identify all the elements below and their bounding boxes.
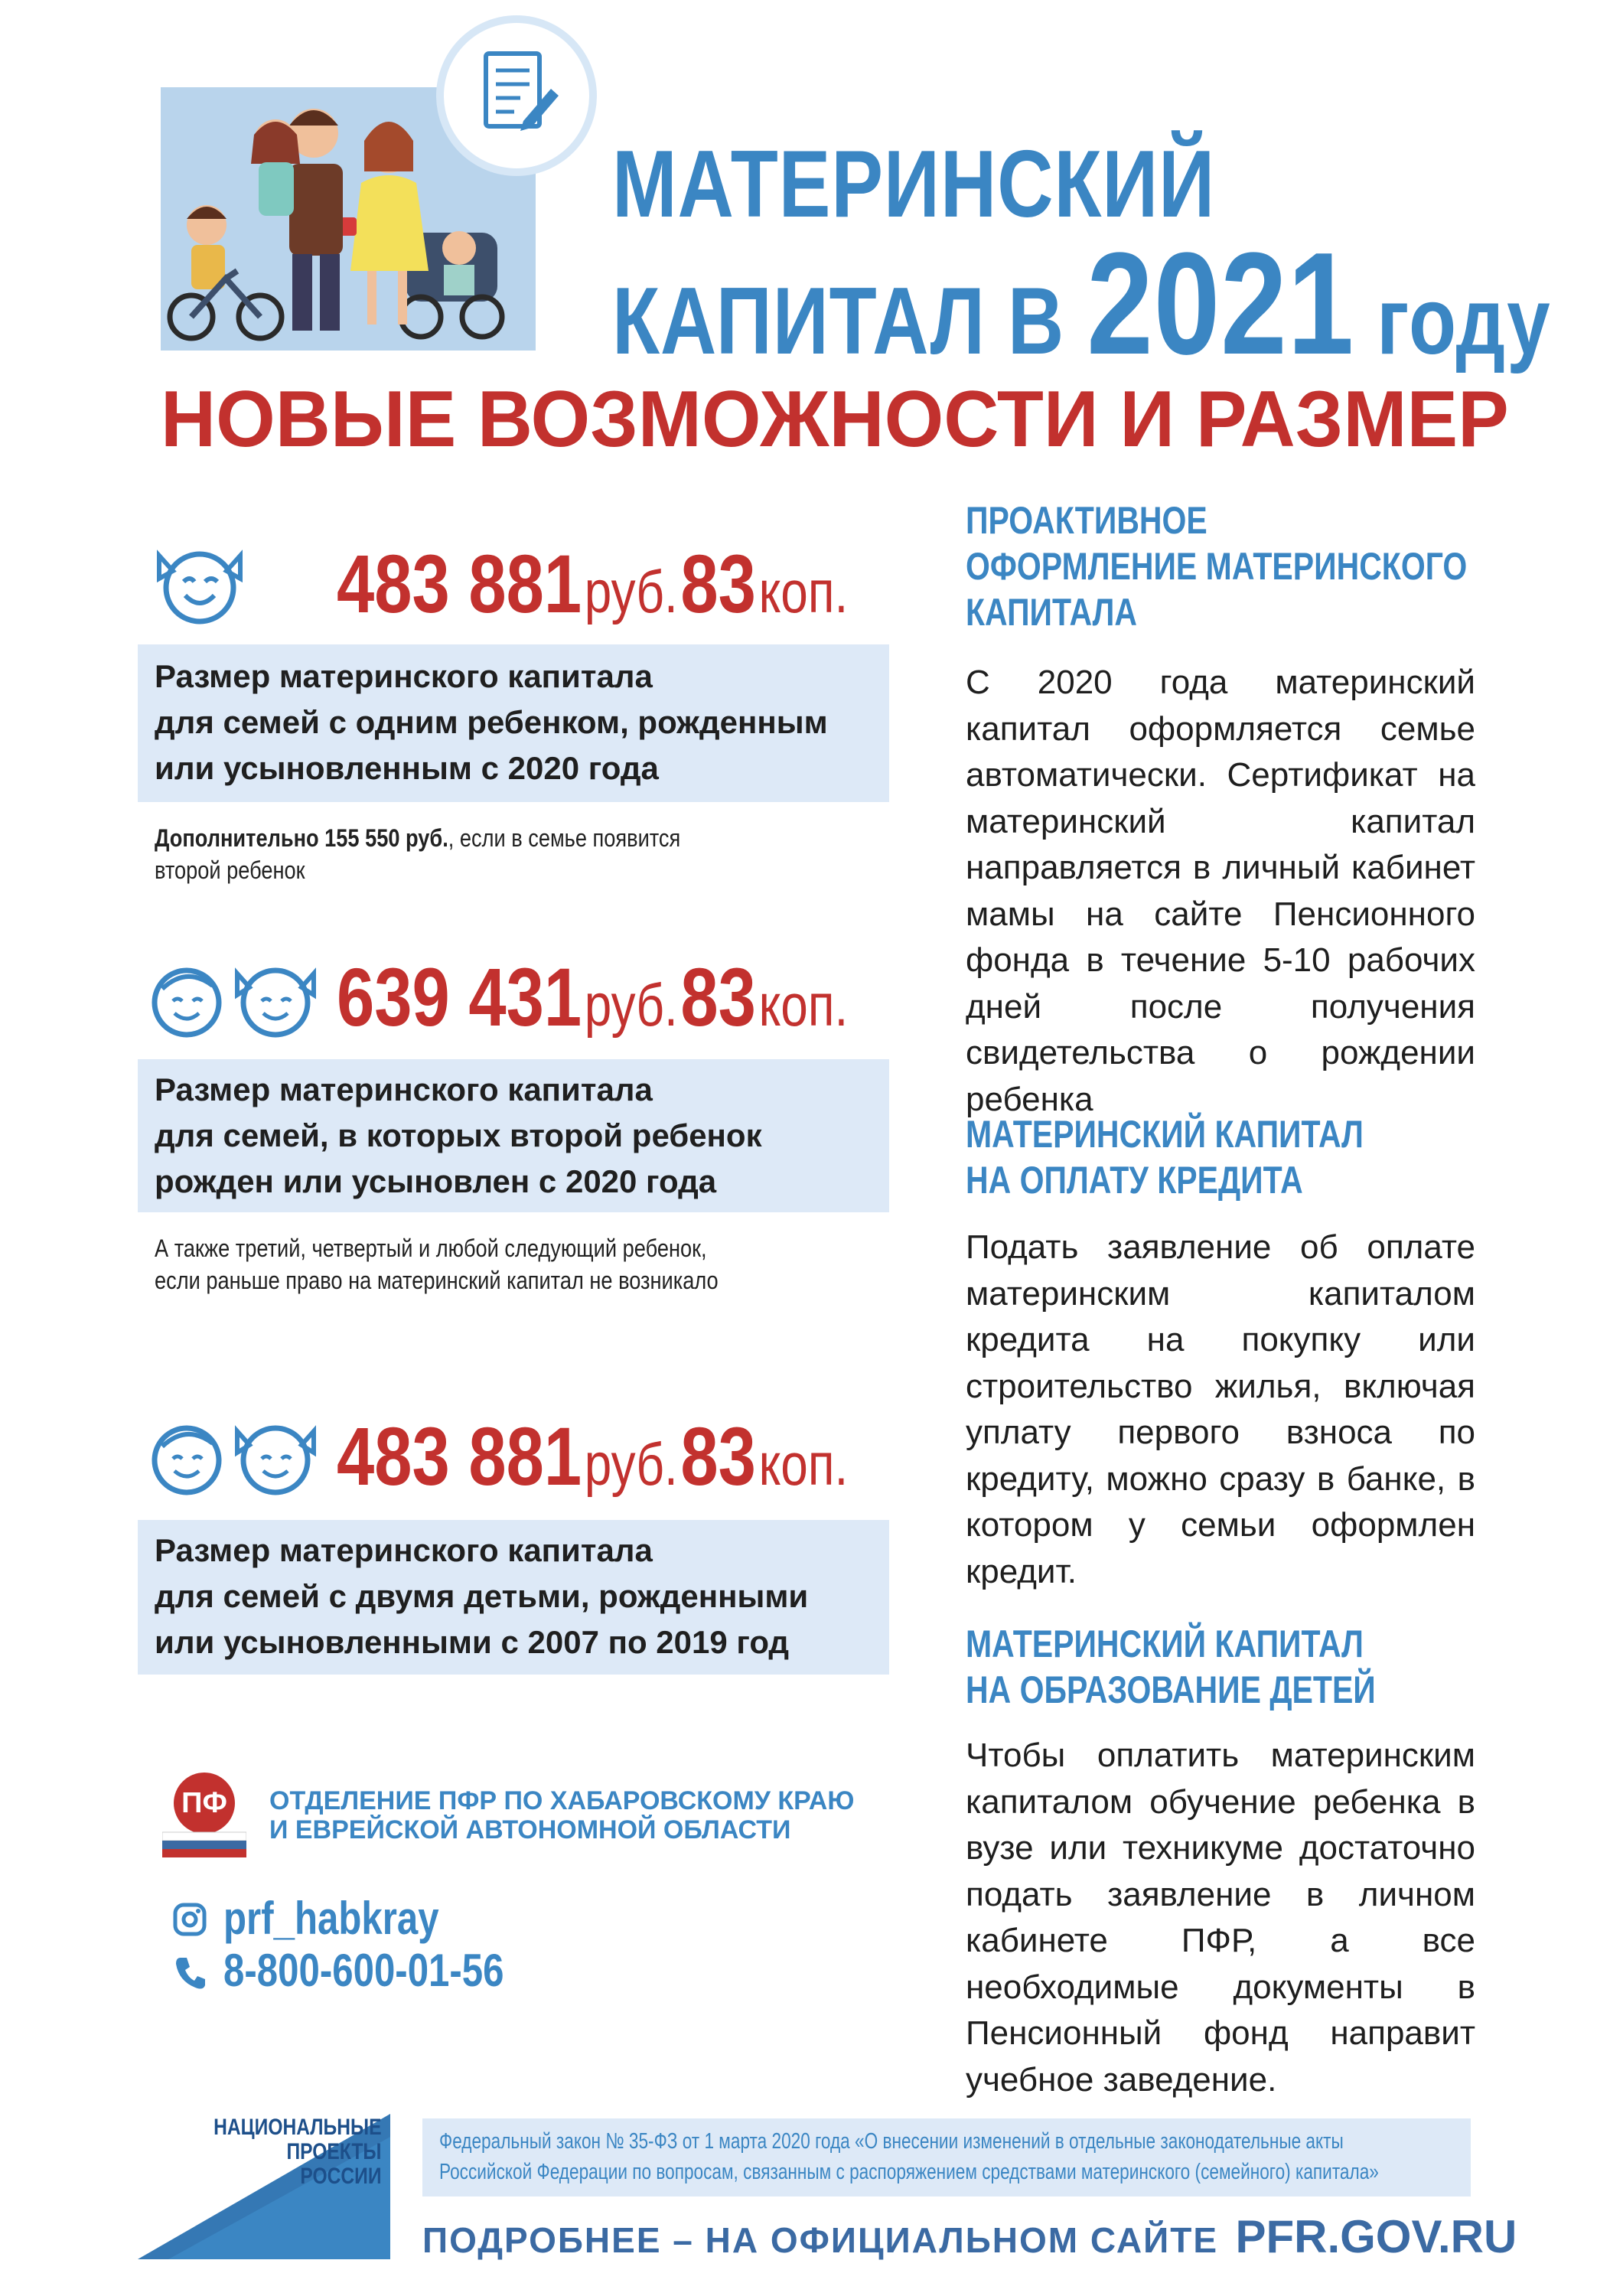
amount-kop-unit: коп. bbox=[758, 558, 849, 625]
national-projects-text bbox=[213, 2115, 381, 2189]
heading-line: МАТЕРИНСКИЙ КАПИТАЛ bbox=[966, 1623, 1364, 1665]
section-education-heading bbox=[966, 1621, 1376, 1713]
heading-line: ПРОАКТИВНОЕ bbox=[966, 499, 1207, 542]
heading-line: НА ОПЛАТУ КРЕДИТА bbox=[966, 1159, 1303, 1202]
org-name-line2: И ЕВРЕЙСКОЙ АВТОНОМНОЙ ОБЛАСТИ bbox=[269, 1815, 791, 1844]
pfr-logo-text: ПФ bbox=[181, 1787, 227, 1819]
section-proactive-heading bbox=[966, 497, 1467, 635]
title-line-2 bbox=[612, 223, 1551, 386]
title-line-1: МАТЕРИНСКИЙ bbox=[612, 132, 1216, 237]
org-name-line1: ОТДЕЛЕНИЕ ПФР ПО ХАБАРОВСКОМУ КРАЮ bbox=[269, 1786, 855, 1815]
amount-kop-unit: коп. bbox=[758, 1430, 849, 1498]
section-credit-text: Подать заявление об оплате материнским капиталом кредита на покупку или строительство жилья, включая уплату первого взноса по кредиту, можно сразу в банке, в котором у семьи оформлен кредит. bbox=[966, 1228, 1475, 1590]
law-reference-text bbox=[439, 2126, 1379, 2187]
note-text-line1: А также третий, четвертый и любой следующий ребенок, bbox=[155, 1234, 707, 1262]
title-suffix: году bbox=[1377, 269, 1551, 374]
description-line: или усыновленными с 2007 по 2019 год bbox=[155, 1624, 790, 1660]
amount-rub: 483 881 bbox=[337, 537, 582, 630]
heading-line: ОФОРМЛЕНИЕ МАТЕРИНСКОГО bbox=[966, 545, 1468, 588]
instagram-icon bbox=[173, 1903, 207, 1936]
official-site-link[interactable]: PFR.GOV.RU bbox=[1235, 2211, 1517, 2262]
amount-2 bbox=[337, 949, 848, 1045]
law-line: Российской Федерации по вопросам, связанным с распоряжением средствами материнского (семейного) капитала» bbox=[439, 2160, 1379, 2184]
note-text-line2: второй ребенок bbox=[155, 856, 305, 884]
more-info-label: ПОДРОБНЕЕ – НА ОФИЦИАЛЬНОМ САЙТЕ bbox=[422, 2220, 1218, 2260]
description-line: Размер материнского капитала bbox=[155, 658, 653, 694]
description-line: для семей с одним ребенком, рожденным bbox=[155, 704, 828, 740]
child-face-icon bbox=[150, 540, 249, 626]
amount-kop: 83 bbox=[680, 537, 756, 630]
national-projects-logo bbox=[138, 2106, 398, 2278]
description-line: для семей, в которых второй ребенок bbox=[155, 1117, 762, 1153]
amount-rub-unit: руб. bbox=[584, 1430, 678, 1498]
amount-1-note bbox=[155, 822, 680, 886]
amount-kop: 83 bbox=[680, 951, 756, 1043]
two-children-icon bbox=[147, 1416, 323, 1500]
heading-line: МАТЕРИНСКИЙ КАПИТАЛ bbox=[966, 1113, 1364, 1156]
amount-kop-unit: коп. bbox=[758, 971, 849, 1039]
subtitle: НОВЫЕ ВОЗМОЖНОСТИ И РАЗМЕР bbox=[161, 375, 1509, 464]
description-line: или усыновленным с 2020 года bbox=[155, 750, 659, 786]
two-children-icon bbox=[147, 958, 323, 1042]
more-info-line bbox=[422, 2210, 1517, 2263]
title-year: 2021 bbox=[1087, 223, 1355, 385]
phone-number[interactable]: 8-800-600-01-56 bbox=[223, 1945, 504, 1996]
np-line: ПРОЕКТЫ bbox=[285, 2139, 381, 2164]
section-credit-heading bbox=[966, 1111, 1364, 1203]
amount-kop: 83 bbox=[680, 1410, 756, 1502]
amount-1 bbox=[337, 536, 848, 631]
org-name bbox=[269, 1786, 854, 1844]
amount-rub: 483 881 bbox=[337, 1410, 582, 1502]
law-reference-box bbox=[422, 2118, 1471, 2197]
law-line: Федеральный закон № 35-ФЗ от 1 марта 2020 года «О внесении изменений в отдельные законодательные акты bbox=[439, 2129, 1344, 2154]
amount-rub-unit: руб. bbox=[584, 558, 678, 625]
np-line: РОССИИ bbox=[299, 2164, 381, 2189]
title-prefix: КАПИТАЛ В bbox=[612, 269, 1065, 374]
document-badge bbox=[444, 23, 589, 168]
amount-2-description-box bbox=[138, 1059, 889, 1212]
description-line: для семей с двумя детьми, рожденными bbox=[155, 1578, 809, 1614]
description-line: Размер материнского капитала bbox=[155, 1532, 653, 1568]
heading-line: КАПИТАЛА bbox=[966, 591, 1137, 634]
document-edit-icon bbox=[444, 23, 589, 168]
note-text: , если в семье появится bbox=[448, 824, 681, 852]
heading-line: НА ОБРАЗОВАНИЕ ДЕТЕЙ bbox=[966, 1668, 1376, 1711]
description-line: рожден или усыновлен с 2020 года bbox=[155, 1163, 717, 1199]
amount-3 bbox=[337, 1408, 848, 1504]
phone-icon bbox=[173, 1955, 207, 1991]
section-education-text: Чтобы оплатить материнским капиталом обучение ребенка в вузе или техникуме достаточно подать заявление в личном кабинете ПФР, а все необходимые документы в Пенсионный фонд направит учебное заведение. bbox=[966, 1737, 1475, 2099]
amount-2-note bbox=[155, 1232, 719, 1296]
instagram-handle[interactable]: prf_habkray bbox=[223, 1893, 439, 1944]
section-proactive-text: С 2020 года материнский капитал оформляется семье автоматически. Сертификат на материнский капитал направляется в личный кабинет мамы на сайте Пенсионного фонда в течение 5-10 рабочих дней после получения свидетельства о рождении ребенка bbox=[966, 664, 1475, 1118]
amount-rub-unit: руб. bbox=[584, 971, 678, 1039]
amount-1-description-box bbox=[138, 644, 889, 802]
amount-3-description-box bbox=[138, 1520, 889, 1675]
pfr-logo bbox=[162, 1769, 246, 1860]
note-text-line2: если раньше право на материнский капитал не возникало bbox=[155, 1267, 719, 1294]
description-line: Размер материнского капитала bbox=[155, 1071, 653, 1107]
np-line: НАЦИОНАЛЬНЫЕ bbox=[213, 2115, 381, 2140]
amount-rub: 639 431 bbox=[337, 951, 582, 1043]
note-bold: Дополнительно 155 550 руб. bbox=[155, 824, 448, 852]
